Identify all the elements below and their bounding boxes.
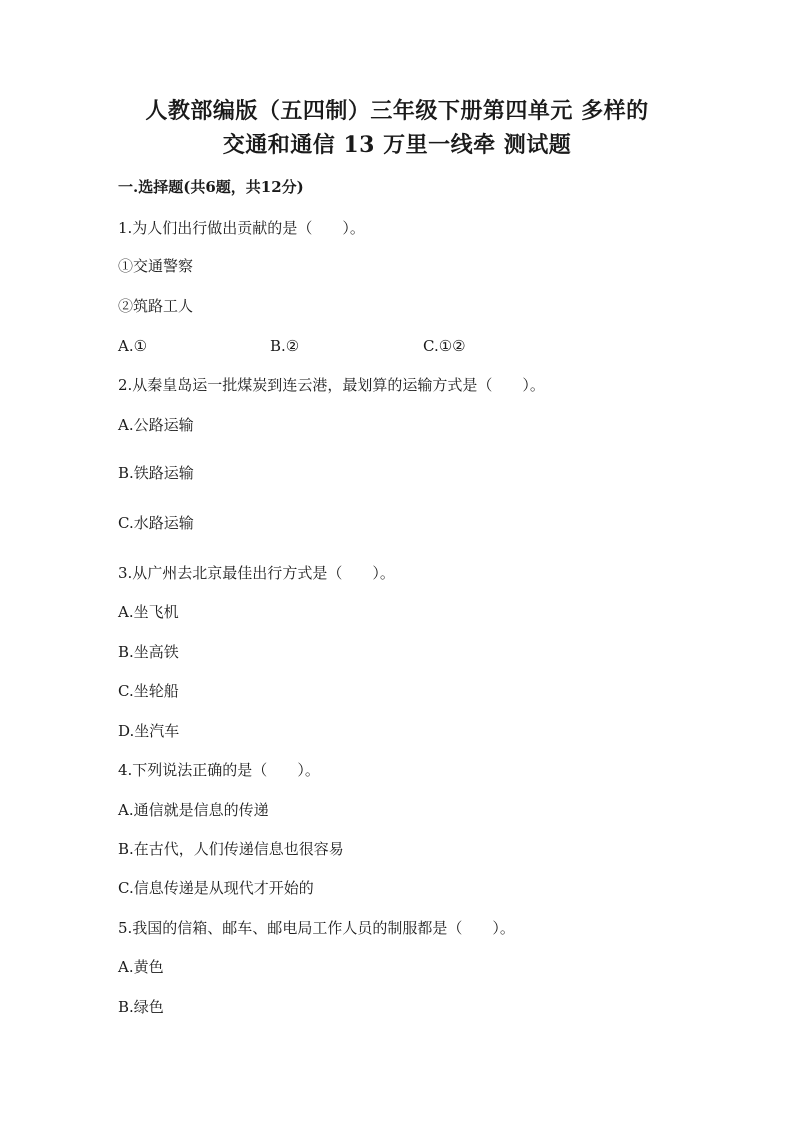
- question-3-option-d: D.坐汽车: [118, 722, 180, 740]
- question-4-option-a: A.通信就是信息的传递: [118, 801, 269, 819]
- question-1-item-1: ①交通警察: [118, 257, 194, 275]
- question-2-option-a: A.公路运输: [118, 416, 194, 434]
- document-title-line-2: 交通和通信 13 万里一线牵 测试题: [222, 132, 572, 158]
- question-1-option-b: B.②: [270, 337, 300, 355]
- question-5-option-b: B.绿色: [118, 998, 164, 1016]
- question-2-option-c: C.水路运输: [118, 514, 194, 532]
- question-3-option-a: A.坐飞机: [118, 603, 179, 621]
- question-5-stem: 5.我国的信箱、邮车、邮电局工作人员的制服都是（ ）。: [118, 919, 515, 937]
- section-heading: 一.选择题(共6题，共12分): [118, 178, 304, 196]
- question-2-stem: 2.从秦皇岛运一批煤炭到连云港，最划算的运输方式是（ ）。: [118, 376, 545, 394]
- question-1-stem: 1.为人们出行做出贡献的是（ ）。: [118, 219, 365, 237]
- document-title-line-1: 人教部编版（五四制）三年级下册第四单元 多样的: [145, 98, 649, 124]
- question-1-item-2: ②筑路工人: [118, 297, 194, 315]
- question-3-stem: 3.从广州去北京最佳出行方式是（ ）。: [118, 564, 395, 582]
- question-1-option-a: A.①: [118, 337, 148, 355]
- question-4-option-b: B.在古代，人们传递信息也很容易: [118, 840, 344, 858]
- question-4-option-c: C.信息传递是从现代才开始的: [118, 879, 314, 897]
- question-4-stem: 4.下列说法正确的是（ ）。: [118, 761, 320, 779]
- question-1-option-c: C.①②: [423, 337, 466, 355]
- question-3-option-b: B.坐高铁: [118, 643, 179, 661]
- question-2-option-b: B.铁路运输: [118, 464, 194, 482]
- question-5-option-a: A.黄色: [118, 958, 164, 976]
- question-3-option-c: C.坐轮船: [118, 682, 179, 700]
